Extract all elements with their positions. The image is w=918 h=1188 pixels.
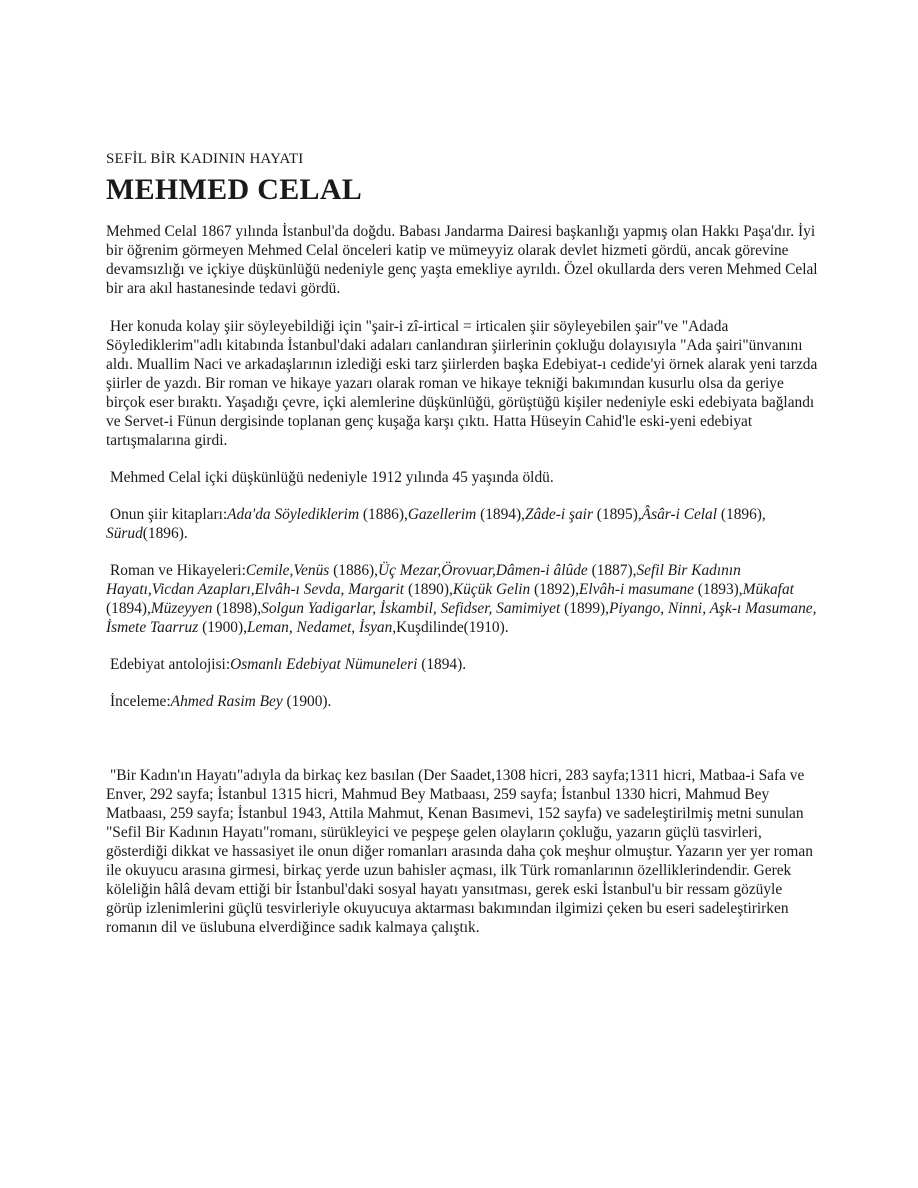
poetry-books-paragraph [106, 505, 818, 543]
novel-year: (1890), [404, 581, 453, 598]
poetry-year: (1894), [476, 506, 525, 523]
novel-year: (1886), [329, 562, 379, 579]
novel-year: (1898), [212, 600, 262, 617]
poetry-work: Gazellerim [407, 506, 477, 523]
novel-year: (1887), [587, 562, 637, 579]
novel-year: (1892), [530, 581, 579, 598]
poetry-year: (1896). [142, 525, 188, 542]
novel-work: Sefil Bir Kadının Hayatı,Vicdan Azapları,Elvâh-ı Sevda, Margarit [106, 562, 741, 598]
novel-work: Cemile,Venüs [245, 562, 330, 579]
bio-paragraph-3: Mehmed Celal içki düşkünlüğü nedeniyle 1912 yılında 45 yaşında öldü. [110, 469, 554, 486]
poetry-year: (1895), [592, 506, 642, 523]
study-paragraph [106, 692, 818, 711]
study-label: İnceleme: [110, 693, 171, 710]
novel-work: Piyango, Ninni, Aşk-ı Masumane, İsmete Taarruz [106, 600, 817, 636]
study-year: (1900). [282, 693, 332, 710]
novel-work: Solgun Yadigarlar, İskambil, Sefidser, Samimiyet [261, 600, 561, 617]
novels-paragraph [106, 561, 818, 637]
novel-work: Mükafat [742, 581, 794, 598]
author-title: MEHMED CELAL [106, 173, 363, 206]
bio-paragraph-2: Her konuda kolay şiir söyleyebildiği için "şair-i zî-irtical = irticalen şiir söyleyebilen şair"ve "Adada Söylediklerim"adlı kitabında İstanbul'daki adaları canlandıran şiirlerinin çokluğu dolayısıyla "Ada şairi"ünvanını aldı. Muallim Naci ve arkadaşlarının izlediği eski tarz şiirlerden başka Edebiyat-ı cedide'yi örnek alarak yeni tarzda şiirler de yazdı. Bir roman ve hikaye yazarı olarak roman ve hikaye tekniği bakımından kusurlu olsa da geriye birçok eser bıraktı. Yaşadığı çevre, içki alemlerine düşkünlüğü, görüştüğü kişiler nedeniyle eski edebiyata bağlandı ve Servet-i Fünun dergisinde toplanan genç kuşağa karşı çıktı. Hatta Hüseyin Cahid'le eski-yeni edebiyat tartışmalarına girdi. [106, 318, 818, 449]
poetry-work: Ada'da Söylediklerim [227, 506, 360, 523]
anthology-paragraph [106, 655, 818, 674]
novel-work: Müzeyyen [150, 600, 213, 617]
anthology-label: Edebiyat antolojisi: [110, 656, 231, 673]
novel-work: Küçük Gelin [452, 581, 531, 598]
poetry-work: Âsâr-i Celal [641, 506, 718, 523]
novel-year: (1900), [198, 619, 247, 636]
novel-year: (1894), [106, 600, 151, 617]
poetry-work: Zâde-i şair [524, 506, 593, 523]
poetry-year: (1896), [717, 506, 766, 523]
anthology-year: (1894). [417, 656, 467, 673]
novel-work: Üç Mezar,Örovuar,Dâmen-i âlûde [378, 562, 588, 579]
poetry-label: Onun şiir kitapları: [110, 506, 228, 523]
book-subtitle: SEFİL BİR KADININ HAYATI [106, 151, 304, 167]
poetry-year: (1886), [359, 506, 408, 523]
novels-label: Roman ve Hikayeleri: [110, 562, 246, 579]
preface-paragraph: "Bir Kadın'ın Hayatı"adıyla da birkaç kez basılan (Der Saadet,1308 hicri, 283 sayfa;1311 hicri, Matbaa-i Safa ve Enver, 292 sayfa; İstanbul 1315 hicri, Mahmud Bey Matbaası, 259 sayfa; İstanbul 1330 hicri, Mahmud Bey Matbaası, 259 sayfa; İstanbul 1943, Attila Mahmut, Kenan Basımevi, 152 sayfa) ve sadeleştirilmiş metni sunulan "Sefil Bir Kadının Hayatı"romanı, sürükleyici ve peşpeşe gelen olayların çokluğu, yazarın güçlü tasvirleri, gösterdiği dikkat ve hassasiyet ile onun diğer romanları arasında daha çok meşhur olmuştur. Yazarın yer yer roman ile okuyucu arasına girmesi, birkaç yerde uzun bahisler açması, ilk Türk romanlarının özelliklerindendir. Gerek köleliğin hâlâ devam ettiği bir İstanbul'daki sosyal hayatı yansıtması, gerek eski İstanbul'u bir ressam gözüyle görüp izlenimlerini güçlü tesvirleriyle okuyucuya aktarması bakımından ilgimizi çeken bu eseri sadeleştirirken romanın dil ve üslubuna elverdiğince sadık kalmaya çalıştık. [106, 767, 813, 936]
document-page [106, 150, 818, 937]
study-work: Ahmed Rasim Bey [170, 693, 283, 710]
poetry-work: Sürud [106, 525, 143, 542]
novel-year: (1893), [693, 581, 743, 598]
novel-work: Elvâh-i masumane [578, 581, 694, 598]
novel-work: Leman, Nedamet, İsyan, [246, 619, 397, 636]
novel-year: Kuşdilinde(1910). [396, 619, 509, 636]
anthology-work: Osmanlı Edebiyat Nümuneleri [230, 656, 418, 673]
bio-paragraph-1: Mehmed Celal 1867 yılında İstanbul'da doğdu. Babası Jandarma Dairesi başkanlığı yapmış olan Hakkı Paşa'dır. İyi bir öğrenim görmeyen Mehmed Celal önceleri katip ve mümeyyiz olarak devlet hizmeti gördü, ancak görevine devamsızlığı ve içkiye düşkünlüğü nedeniyle genç yaşta emekliye ayrıldı. Özel okullarda ders veren Mehmed Celal bir ara akıl hastanesinde tedavi gördü. [106, 223, 818, 297]
novel-year: (1899), [560, 600, 610, 617]
